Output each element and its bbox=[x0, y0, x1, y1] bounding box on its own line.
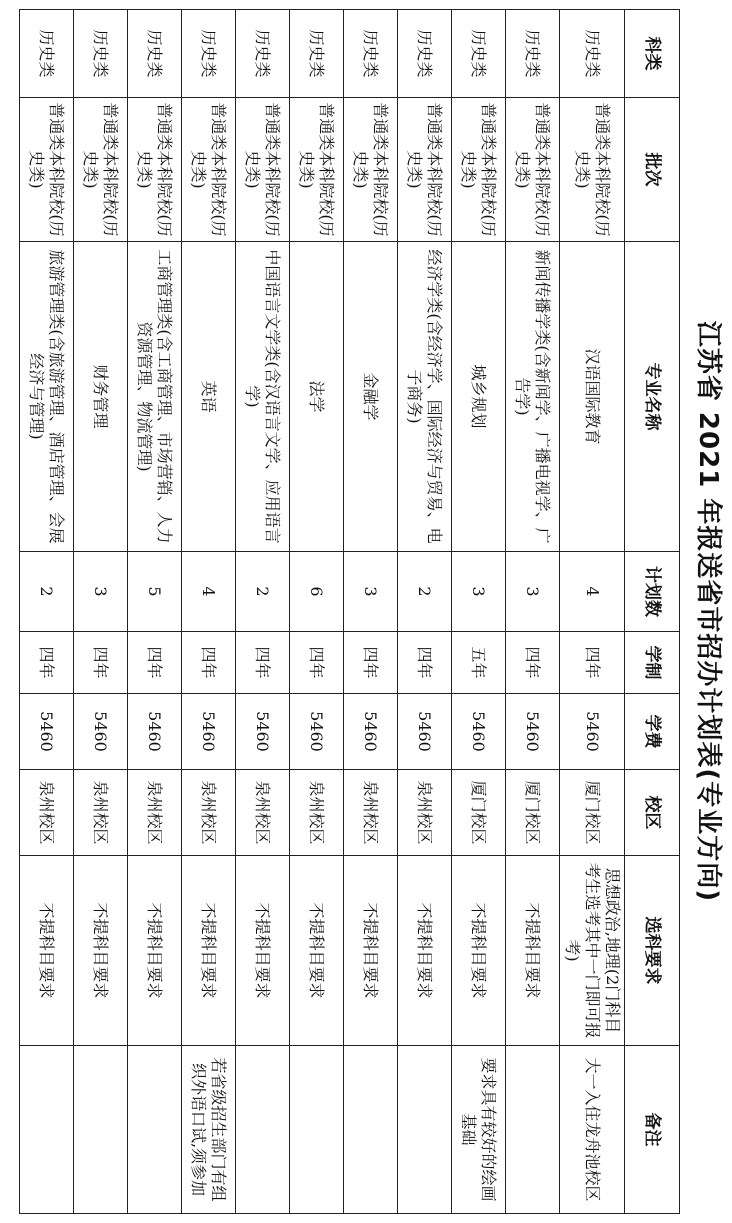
table-row bbox=[182, 10, 236, 1214]
header-note: 备注 bbox=[625, 1046, 680, 1214]
cell-years: 五年 bbox=[452, 632, 506, 694]
cell-fee: 5460 bbox=[128, 694, 182, 770]
header-major: 专业名称 bbox=[625, 242, 680, 552]
cell-plan: 2 bbox=[398, 552, 452, 632]
cell-plan: 3 bbox=[506, 552, 560, 632]
cell-fee: 5460 bbox=[290, 694, 344, 770]
cell-years: 四年 bbox=[236, 632, 290, 694]
cell-category: 历史类 bbox=[506, 10, 560, 98]
table-row bbox=[398, 10, 452, 1214]
cell-batch: 普通类本科院校(历史类) bbox=[290, 98, 344, 242]
cell-plan: 4 bbox=[560, 552, 625, 632]
cell-subject-requirement: 不提科目要求 bbox=[182, 856, 236, 1046]
cell-major: 经济学类(含经济学、国际经济与贸易、电子商务) bbox=[398, 242, 452, 552]
cell-batch: 普通类本科院校(历史类) bbox=[506, 98, 560, 242]
header-category: 科类 bbox=[625, 10, 680, 98]
header-campus: 校区 bbox=[625, 770, 680, 856]
table-row bbox=[236, 10, 290, 1214]
table-row bbox=[560, 10, 625, 1214]
cell-category: 历史类 bbox=[20, 10, 74, 98]
cell-major: 工商管理类(含工商管理、市场营销、人力资源管理、物流管理) bbox=[128, 242, 182, 552]
cell-subject-requirement: 不提科目要求 bbox=[344, 856, 398, 1046]
cell-note bbox=[74, 1046, 128, 1214]
cell-major: 法学 bbox=[290, 242, 344, 552]
cell-major: 汉语国际教育 bbox=[560, 242, 625, 552]
cell-years: 四年 bbox=[182, 632, 236, 694]
table-row bbox=[506, 10, 560, 1214]
cell-plan: 2 bbox=[20, 552, 74, 632]
cell-note: 大一入住龙舟池校区 bbox=[560, 1046, 625, 1214]
cell-fee: 5460 bbox=[74, 694, 128, 770]
cell-campus: 厦门校区 bbox=[560, 770, 625, 856]
header-years: 学制 bbox=[625, 632, 680, 694]
cell-years: 四年 bbox=[290, 632, 344, 694]
cell-fee: 5460 bbox=[236, 694, 290, 770]
cell-batch: 普通类本科院校(历史类) bbox=[452, 98, 506, 242]
cell-note bbox=[20, 1046, 74, 1214]
cell-fee: 5460 bbox=[506, 694, 560, 770]
cell-major: 财务管理 bbox=[74, 242, 128, 552]
cell-years: 四年 bbox=[398, 632, 452, 694]
cell-campus: 泉州校区 bbox=[20, 770, 74, 856]
cell-note: 要求具有较好的绘画基础 bbox=[452, 1046, 506, 1214]
cell-campus: 厦门校区 bbox=[506, 770, 560, 856]
cell-subject-requirement: 不提科目要求 bbox=[20, 856, 74, 1046]
table-row bbox=[452, 10, 506, 1214]
enrollment-plan-table bbox=[19, 9, 680, 1214]
cell-plan: 3 bbox=[344, 552, 398, 632]
cell-years: 四年 bbox=[20, 632, 74, 694]
cell-fee: 5460 bbox=[182, 694, 236, 770]
cell-campus: 厦门校区 bbox=[452, 770, 506, 856]
table-row bbox=[128, 10, 182, 1214]
cell-batch: 普通类本科院校(历史类) bbox=[74, 98, 128, 242]
cell-major: 城乡规划 bbox=[452, 242, 506, 552]
cell-campus: 泉州校区 bbox=[128, 770, 182, 856]
cell-category: 历史类 bbox=[182, 10, 236, 98]
cell-note bbox=[398, 1046, 452, 1214]
cell-category: 历史类 bbox=[128, 10, 182, 98]
cell-years: 四年 bbox=[506, 632, 560, 694]
table-row bbox=[20, 10, 74, 1214]
cell-years: 四年 bbox=[74, 632, 128, 694]
cell-plan: 6 bbox=[290, 552, 344, 632]
cell-batch: 普通类本科院校(历史类) bbox=[236, 98, 290, 242]
cell-major: 中国语言文学类(含汉语言文学、应用语言学) bbox=[236, 242, 290, 552]
cell-campus: 泉州校区 bbox=[182, 770, 236, 856]
cell-category: 历史类 bbox=[74, 10, 128, 98]
cell-years: 四年 bbox=[560, 632, 625, 694]
header-plan: 计划数 bbox=[625, 552, 680, 632]
cell-fee: 5460 bbox=[344, 694, 398, 770]
cell-category: 历史类 bbox=[398, 10, 452, 98]
cell-subject-requirement: 思想政治,地理(2门科目考生选考其中一门即可报考) bbox=[560, 856, 625, 1046]
cell-campus: 泉州校区 bbox=[344, 770, 398, 856]
cell-category: 历史类 bbox=[290, 10, 344, 98]
cell-major: 旅游管理类(含旅游管理、酒店管理、会展经济与管理) bbox=[20, 242, 74, 552]
cell-plan: 3 bbox=[452, 552, 506, 632]
cell-batch: 普通类本科院校(历史类) bbox=[182, 98, 236, 242]
cell-batch: 普通类本科院校(历史类) bbox=[398, 98, 452, 242]
cell-subject-requirement: 不提科目要求 bbox=[398, 856, 452, 1046]
cell-major: 金融学 bbox=[344, 242, 398, 552]
cell-subject-requirement: 不提科目要求 bbox=[74, 856, 128, 1046]
cell-batch: 普通类本科院校(历史类) bbox=[560, 98, 625, 242]
cell-category: 历史类 bbox=[344, 10, 398, 98]
cell-plan: 3 bbox=[74, 552, 128, 632]
cell-subject-requirement: 不提科目要求 bbox=[506, 856, 560, 1046]
cell-fee: 5460 bbox=[560, 694, 625, 770]
cell-campus: 泉州校区 bbox=[236, 770, 290, 856]
header-fee: 学费 bbox=[625, 694, 680, 770]
cell-years: 四年 bbox=[128, 632, 182, 694]
cell-major: 英语 bbox=[182, 242, 236, 552]
document-title: 江苏省 2021 年报送省市招办计划表(专业方向) bbox=[693, 320, 723, 903]
table-row bbox=[74, 10, 128, 1214]
header-subject-requirement: 选科要求 bbox=[625, 856, 680, 1046]
header-batch: 批次 bbox=[625, 98, 680, 242]
cell-campus: 泉州校区 bbox=[398, 770, 452, 856]
cell-plan: 5 bbox=[128, 552, 182, 632]
cell-plan: 2 bbox=[236, 552, 290, 632]
cell-category: 历史类 bbox=[452, 10, 506, 98]
table-header-row bbox=[625, 10, 680, 1214]
cell-note bbox=[128, 1046, 182, 1214]
cell-fee: 5460 bbox=[20, 694, 74, 770]
cell-fee: 5460 bbox=[452, 694, 506, 770]
cell-category: 历史类 bbox=[236, 10, 290, 98]
cell-note bbox=[236, 1046, 290, 1214]
cell-note bbox=[506, 1046, 560, 1214]
table-row bbox=[290, 10, 344, 1214]
cell-category: 历史类 bbox=[560, 10, 625, 98]
cell-batch: 普通类本科院校(历史类) bbox=[344, 98, 398, 242]
cell-campus: 泉州校区 bbox=[74, 770, 128, 856]
cell-fee: 5460 bbox=[398, 694, 452, 770]
cell-campus: 泉州校区 bbox=[290, 770, 344, 856]
cell-subject-requirement: 不提科目要求 bbox=[128, 856, 182, 1046]
cell-note bbox=[344, 1046, 398, 1214]
cell-note bbox=[290, 1046, 344, 1214]
cell-years: 四年 bbox=[344, 632, 398, 694]
table-row bbox=[344, 10, 398, 1214]
cell-note: 若省级招生部门有组织外语口试,须参加 bbox=[182, 1046, 236, 1214]
cell-major: 新闻传播学类(含新闻学、广播电视学、广告学) bbox=[506, 242, 560, 552]
cell-batch: 普通类本科院校(历史类) bbox=[128, 98, 182, 242]
cell-subject-requirement: 不提科目要求 bbox=[236, 856, 290, 1046]
cell-plan: 4 bbox=[182, 552, 236, 632]
cell-subject-requirement: 不提科目要求 bbox=[290, 856, 344, 1046]
cell-batch: 普通类本科院校(历史类) bbox=[20, 98, 74, 242]
cell-subject-requirement: 不提科目要求 bbox=[452, 856, 506, 1046]
